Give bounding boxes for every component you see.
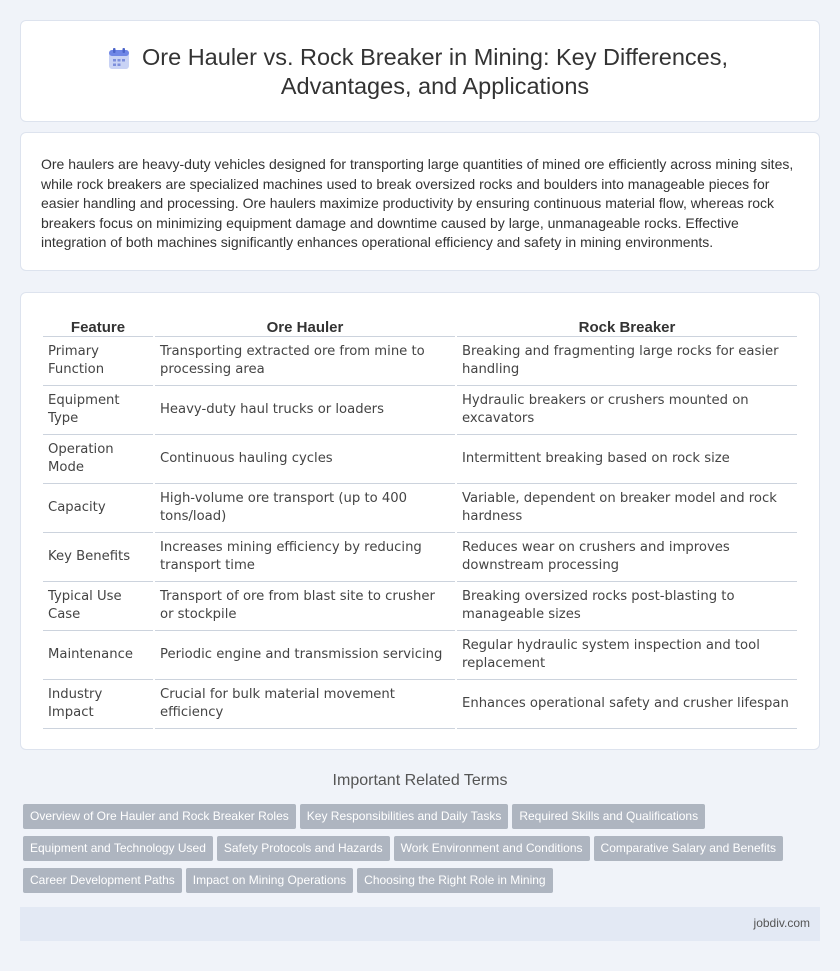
table-row xyxy=(43,631,797,680)
related-term-tag[interactable]: Impact on Mining Operations xyxy=(186,868,353,893)
rock-breaker-cell: Reduces wear on crushers and improves downstream processing xyxy=(457,533,797,582)
ore-hauler-cell: Transport of ore from blast site to crusher or stockpile xyxy=(155,582,455,631)
comparison-table xyxy=(41,315,799,729)
rock-breaker-cell: Variable, dependent on breaker model and rock hardness xyxy=(457,484,797,533)
table-row xyxy=(43,435,797,484)
ore-hauler-cell: Crucial for bulk material movement efficiency xyxy=(155,680,455,729)
page-title: Ore Hauler vs. Rock Breaker in Mining: Key Differences, Advantages, and Applications xyxy=(142,44,728,99)
feature-cell: Typical Use Case xyxy=(43,582,153,631)
ore-hauler-cell: Continuous hauling cycles xyxy=(155,435,455,484)
footer xyxy=(20,907,820,941)
related-term-tag[interactable]: Choosing the Right Role in Mining xyxy=(357,868,552,893)
ore-hauler-cell: Periodic engine and transmission servicing xyxy=(155,631,455,680)
feature-cell: Equipment Type xyxy=(43,386,153,435)
rock-breaker-cell: Regular hydraulic system inspection and tool replacement xyxy=(457,631,797,680)
feature-cell: Maintenance xyxy=(43,631,153,680)
header-rock-breaker: Rock Breaker xyxy=(457,315,797,337)
comparison-card xyxy=(20,292,820,750)
table-row xyxy=(43,582,797,631)
table-row xyxy=(43,386,797,435)
table-header-row xyxy=(43,315,797,337)
ore-hauler-cell: High-volume ore transport (up to 400 tons/load) xyxy=(155,484,455,533)
related-term-tag[interactable]: Equipment and Technology Used xyxy=(23,836,213,861)
rock-breaker-cell: Enhances operational safety and crusher lifespan xyxy=(457,680,797,729)
table-row xyxy=(43,680,797,729)
title-card xyxy=(20,20,820,122)
table-row xyxy=(43,337,797,386)
table-row xyxy=(43,533,797,582)
header-feature: Feature xyxy=(43,315,153,337)
table-row xyxy=(43,484,797,533)
rock-breaker-cell: Breaking oversized rocks post-blasting to manageable sizes xyxy=(457,582,797,631)
related-terms-list xyxy=(23,804,813,900)
ore-hauler-cell: Transporting extracted ore from mine to processing area xyxy=(155,337,455,386)
ore-hauler-cell: Heavy-duty haul trucks or loaders xyxy=(155,386,455,435)
feature-cell: Key Benefits xyxy=(43,533,153,582)
related-term-tag[interactable]: Key Responsibilities and Daily Tasks xyxy=(300,804,509,829)
related-terms-title: Important Related Terms xyxy=(332,772,508,789)
related-term-tag[interactable]: Career Development Paths xyxy=(23,868,182,893)
feature-cell: Primary Function xyxy=(43,337,153,386)
intro-paragraph: Ore haulers are heavy-duty vehicles designed for transporting large quantities of mined ore efficiently across mining sites, while rock breakers are specialized machines used to break oversized rocks and boulders into manageable pieces for easier handling and processing. Ore haulers maximize productivity by ensuring continuous material flow, whereas rock breakers focus on minimizing equipment damage and downtime caused by large, unmanageable rocks. Effective integration of both machines significantly enhances operational efficiency and safety in mining environments. xyxy=(41,156,794,250)
related-term-tag[interactable]: Required Skills and Qualifications xyxy=(512,804,705,829)
rock-breaker-cell: Intermittent breaking based on rock size xyxy=(457,435,797,484)
feature-cell: Industry Impact xyxy=(43,680,153,729)
rock-breaker-cell: Breaking and fragmenting large rocks for easier handling xyxy=(457,337,797,386)
header-ore-hauler: Ore Hauler xyxy=(155,315,455,337)
ore-hauler-cell: Increases mining efficiency by reducing transport time xyxy=(155,533,455,582)
related-term-tag[interactable]: Work Environment and Conditions xyxy=(394,836,590,861)
feature-cell: Capacity xyxy=(43,484,153,533)
related-term-tag[interactable]: Comparative Salary and Benefits xyxy=(594,836,783,861)
related-term-tag[interactable]: Overview of Ore Hauler and Rock Breaker Roles xyxy=(23,804,296,829)
related-term-tag[interactable]: Safety Protocols and Hazards xyxy=(217,836,390,861)
intro-card xyxy=(20,132,820,271)
rock-breaker-cell: Hydraulic breakers or crushers mounted on excavators xyxy=(457,386,797,435)
footer-site-link[interactable]: jobdiv.com xyxy=(753,916,810,930)
feature-cell: Operation Mode xyxy=(43,435,153,484)
